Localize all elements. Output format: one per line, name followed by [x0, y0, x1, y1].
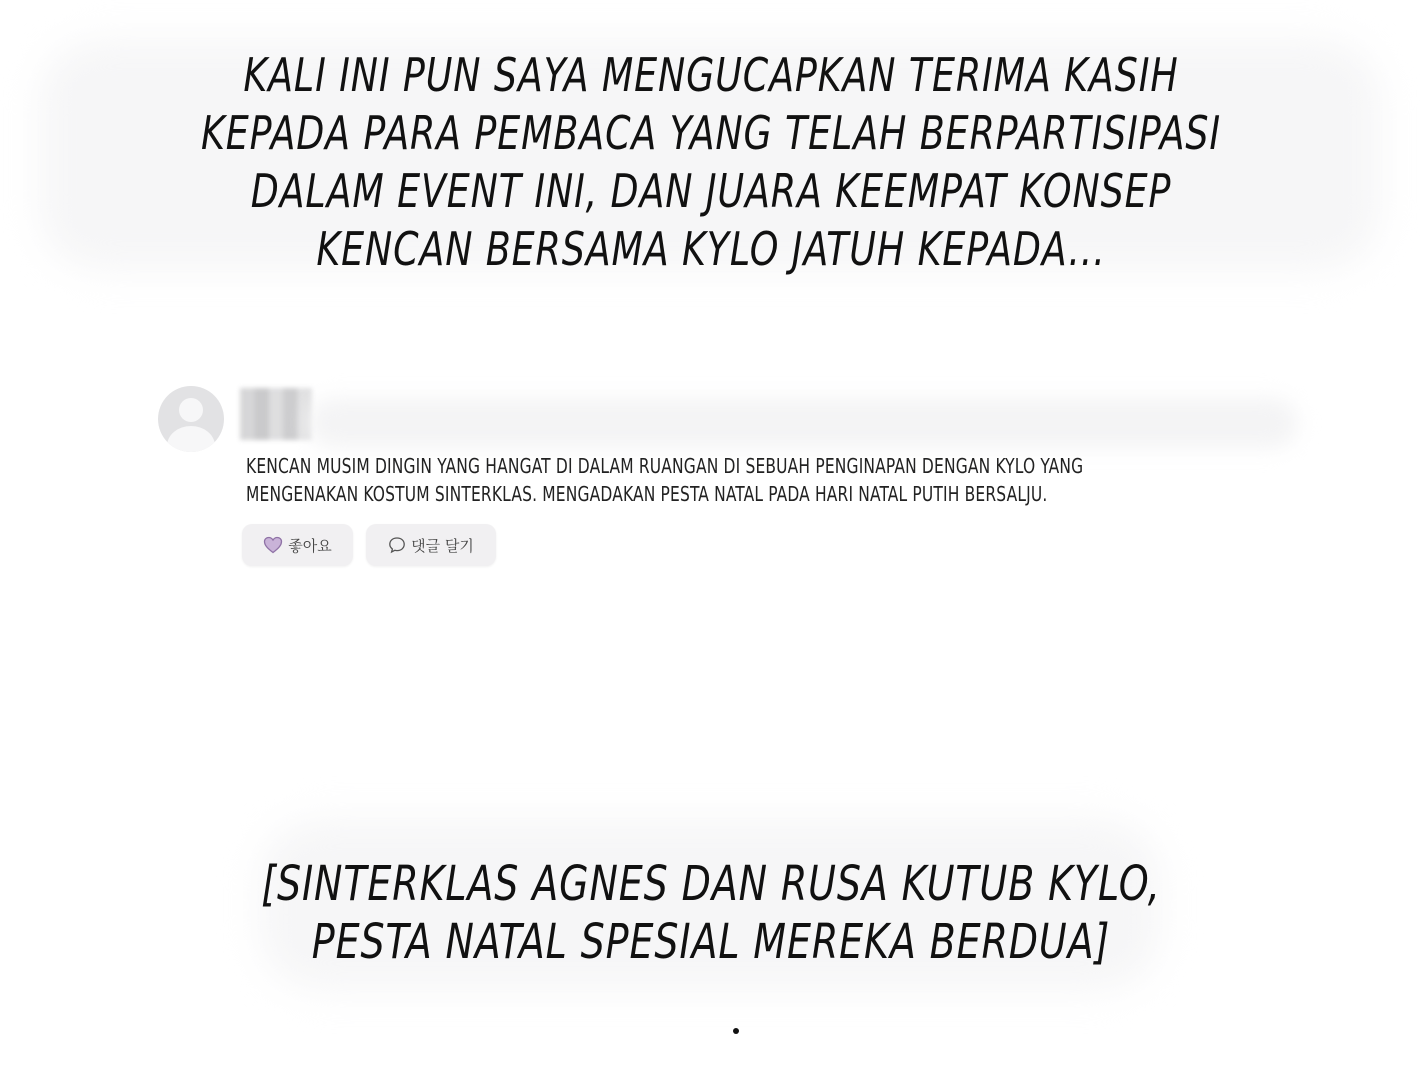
event-title: [SINTERKLAS AGNES DAN RUSA KUTUB KYLO, PESTA NATAL SPESIAL MEREKA BERDUA]	[261, 856, 1161, 970]
ellipsis-dot	[733, 1028, 739, 1034]
blurred-comment-header	[308, 398, 1298, 448]
avatar-head	[179, 398, 203, 422]
like-label: 좋아요	[288, 536, 332, 555]
avatar-body	[167, 426, 215, 452]
comment-card	[158, 384, 1298, 574]
blurred-username	[240, 388, 312, 440]
reply-label: 댓글 달기	[411, 536, 474, 555]
comment-text: KENCAN MUSIM DINGIN YANG HANGAT DI DALAM RUANGAN DI SEBUAH PENGINAPAN DENGAN KYLO YANG MENGENAKAN KOSTUM SINTERKLAS. MENGADAKAN PESTA NATAL PADA HARI NATAL PUTIH BERSALJU.	[246, 454, 1084, 506]
heart-icon	[263, 536, 283, 554]
speech-bubble-icon	[388, 536, 406, 554]
like-button[interactable]	[242, 524, 353, 566]
avatar[interactable]	[158, 386, 224, 452]
announcement-text: KALI INI PUN SAYA MENGUCAPKAN TERIMA KASIH KEPADA PARA PEMBACA YANG TELAH BERPARTISIPASI DALAM EVENT INI, DAN JUARA KEEMPAT KONSEP KENCAN BERSAMA KYLO JATUH KEPADA...	[200, 48, 1222, 276]
reply-button[interactable]	[366, 524, 496, 566]
